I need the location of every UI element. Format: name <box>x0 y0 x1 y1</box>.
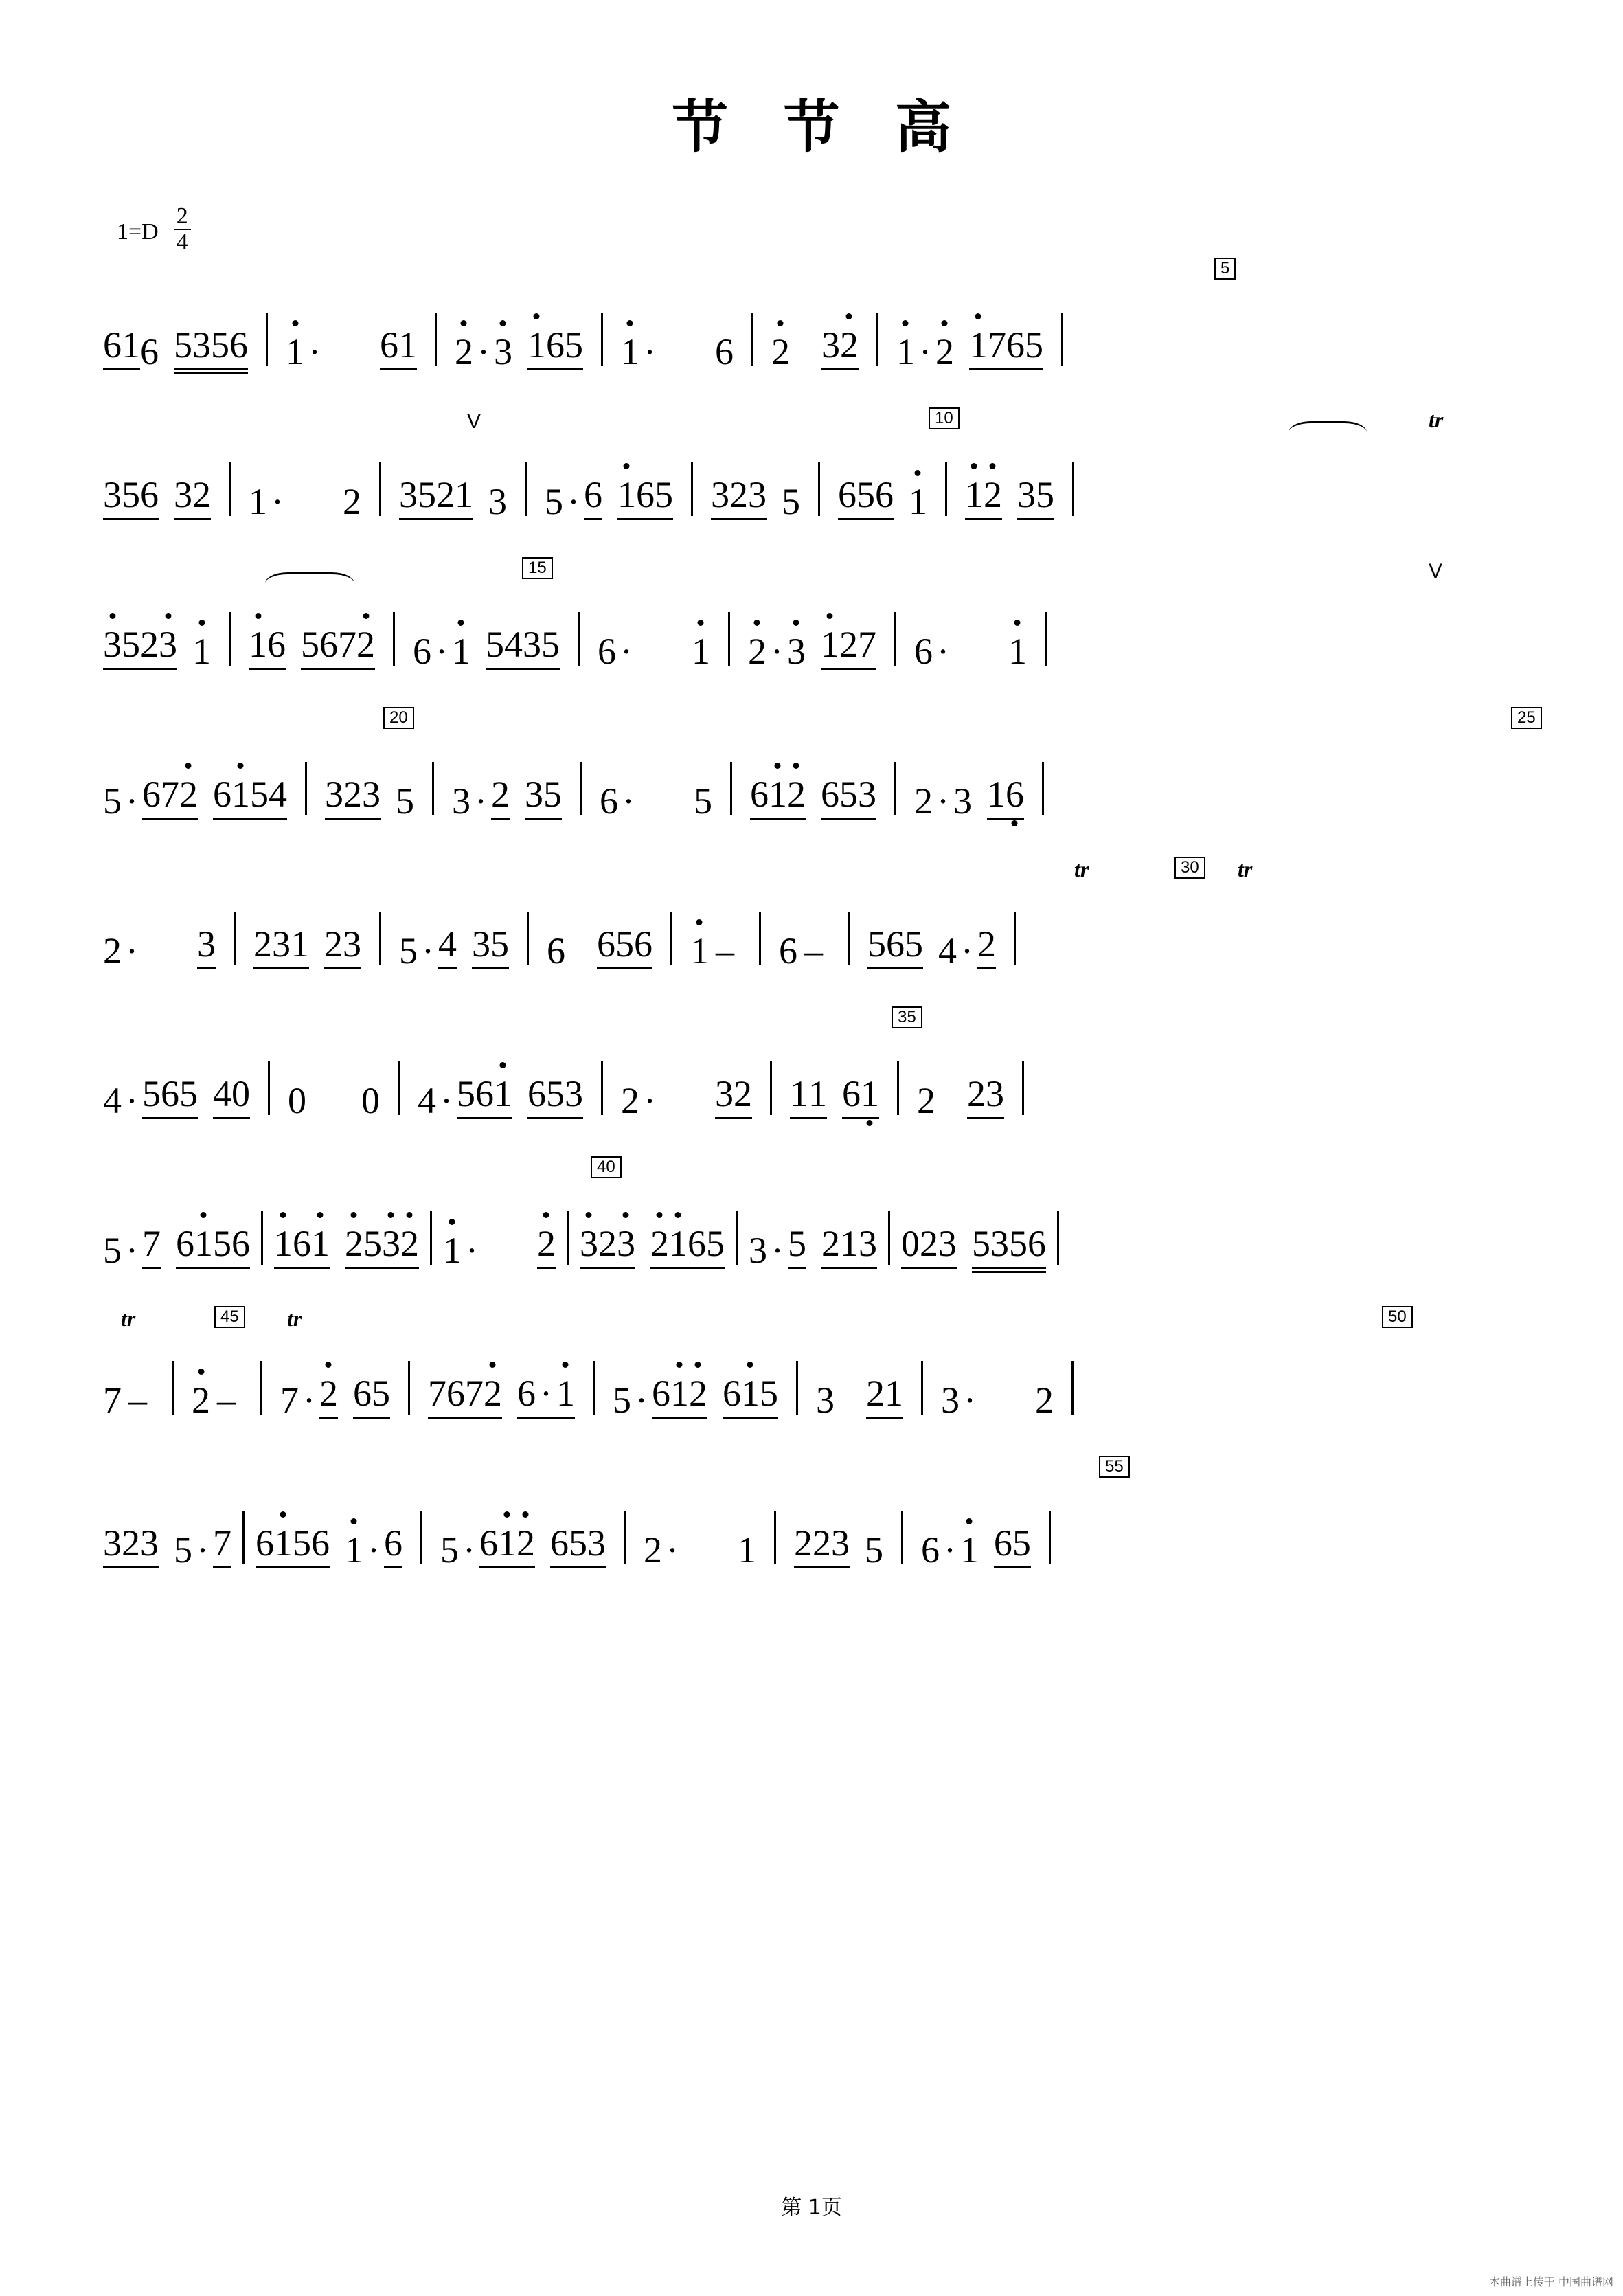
note-group: 35 <box>1017 476 1054 520</box>
music-system-7: 40 5 · 7 6156 161 2532 1 · 2 323 2165 3 · 5 213 023 5356 <box>103 1186 1520 1301</box>
note: 2 <box>103 930 122 971</box>
rest: 0 <box>361 1080 380 1121</box>
barline <box>1045 612 1047 666</box>
note: 2 <box>916 1080 935 1121</box>
note-group: 213 <box>821 1225 877 1269</box>
note: 6 <box>599 780 618 822</box>
barline <box>897 1061 899 1115</box>
note-group: 561 <box>457 1075 512 1119</box>
score-metadata <box>117 203 1520 255</box>
note-group: 356 <box>103 476 159 520</box>
note-group: 5356 <box>174 326 248 370</box>
note: 5 <box>174 1529 192 1571</box>
music-system-4: 20 25 5 · 672 6154 323 5 3 · 2 35 6 · 5 612 653 2 · 3 16 <box>103 737 1520 851</box>
barline <box>601 1061 603 1115</box>
note: 1 <box>192 631 211 672</box>
measure-number: 55 <box>1099 1456 1130 1478</box>
note-group: 61 <box>103 326 140 370</box>
note-group: 6 · 1 <box>517 1375 575 1419</box>
barline <box>876 313 878 366</box>
note: 1 <box>249 481 267 522</box>
down-bow-mark: V <box>467 410 481 433</box>
note: 1 <box>286 331 304 372</box>
music-system-9: 55 323 5 · 7 6156 1 · 6 5 · 612 653 2 · 1 223 5 6 · 1 65 <box>103 1486 1520 1600</box>
music-system-5: 30 tr tr 2 · 3 231 23 5 · 4 35 6 656 1 – 6 – 565 4 · 2 <box>103 857 1253 971</box>
note-group: 127 <box>821 626 876 670</box>
note: 5 <box>103 1230 122 1271</box>
barline <box>796 1361 798 1415</box>
note: 6 <box>413 631 431 672</box>
note: 1 <box>737 1529 756 1571</box>
barline <box>736 1211 738 1265</box>
barline <box>260 1361 262 1415</box>
note: 5 <box>781 481 800 522</box>
barline <box>261 1211 263 1265</box>
note-group: 3523 <box>103 626 177 670</box>
note: 3 <box>451 780 470 822</box>
music-system-3: 15 V 3523 1 16 5672 6 · 1 5435 6 · 1 2 · 3 127 6 · 1 <box>103 559 1443 672</box>
note: 2 <box>454 331 473 372</box>
barline <box>432 762 434 815</box>
barline <box>1057 1211 1059 1265</box>
barline <box>242 1511 245 1564</box>
barline <box>398 1061 400 1115</box>
note-group: 656 <box>597 925 652 969</box>
trill-mark: tr <box>1074 857 1089 881</box>
note-group: 612 <box>652 1375 707 1419</box>
trill-mark: tr <box>287 1306 302 1331</box>
note: 1 <box>451 631 470 672</box>
note: 5 <box>544 481 563 522</box>
note: 1 <box>1008 631 1027 672</box>
time-signature: $\frac{2}{4}$ <box>174 204 191 254</box>
note-group: 161 <box>274 1225 330 1269</box>
note: 6 <box>546 930 565 971</box>
note-group: 32 <box>174 476 211 520</box>
note-group: 223 <box>794 1524 850 1568</box>
barline <box>266 313 268 366</box>
barline <box>435 313 437 366</box>
note: 2 <box>935 331 954 372</box>
note-group: 565 <box>142 1075 198 1119</box>
note-group: 165 <box>527 326 583 370</box>
note-group: 323 <box>580 1225 635 1269</box>
note-group: 32 <box>715 1075 752 1119</box>
barline <box>229 462 231 516</box>
barline <box>818 462 820 516</box>
note: 2 <box>913 780 933 822</box>
note-group: 61 <box>380 326 417 370</box>
note-group: 6154 <box>213 776 287 820</box>
note-group: 12 <box>965 476 1002 520</box>
note-group: 35 <box>525 776 562 820</box>
barline <box>379 462 381 516</box>
barline <box>527 912 529 965</box>
barline <box>268 1061 270 1115</box>
note-group: 35 <box>472 925 509 969</box>
note: 1 <box>691 631 710 672</box>
barline <box>601 313 603 366</box>
note: 1 <box>960 1529 979 1571</box>
barline <box>420 1511 422 1564</box>
music-system-2: 10 V tr 356 32 1 · 2 3521 3 5 · 6 165 323 5 656 1 12 35 <box>103 407 1444 522</box>
barline <box>770 1061 772 1115</box>
barline <box>751 313 753 366</box>
note: 2 <box>620 1080 639 1121</box>
note: 5 <box>440 1529 459 1571</box>
barline <box>901 1511 903 1564</box>
barline <box>774 1511 776 1564</box>
note-group: 323 <box>103 1524 159 1568</box>
barline <box>593 1361 595 1415</box>
barline <box>670 912 672 965</box>
barline <box>894 762 896 815</box>
barline <box>945 462 947 516</box>
note-group: 5435 <box>486 626 560 670</box>
music-system-8: 45 50 tr tr 7 – 2 – 7 · 2 65 7672 6 · 1 5 · 612 615 3 21 3 · 2 <box>103 1336 1520 1450</box>
note: 5 <box>693 780 712 822</box>
note-group: 5356 <box>972 1225 1046 1269</box>
note: 1 <box>442 1230 462 1271</box>
barline <box>393 612 395 666</box>
note-group: 2 <box>537 1225 556 1269</box>
barline <box>1042 762 1044 815</box>
note: 2 <box>342 481 361 522</box>
note-group: 2532 <box>345 1225 419 1269</box>
music-system-1: 5 61 6 5356 1 · 61 2 · 3 165 1 · 6 2 32 1 · 2 1765 <box>103 288 1520 402</box>
note-group: 6156 <box>256 1524 330 1568</box>
note-group: 323 <box>711 476 767 520</box>
note-group: 653 <box>821 776 876 820</box>
note-group: 612 <box>750 776 806 820</box>
note: 5 <box>395 780 414 822</box>
note-group: 5672 <box>301 626 375 670</box>
barline <box>691 462 693 516</box>
note: 3 <box>953 780 972 822</box>
note: 3 <box>940 1380 960 1421</box>
note: 3 <box>748 1230 767 1271</box>
note-group: 023 <box>901 1225 957 1269</box>
note: 2 <box>643 1529 662 1571</box>
measure-number: 5 <box>1214 258 1236 280</box>
note: 2 <box>771 331 790 372</box>
note: 6 <box>778 930 797 971</box>
trill-mark: tr <box>1429 407 1444 432</box>
barline <box>1014 912 1016 965</box>
note: 4 <box>938 930 957 971</box>
note-group: 2165 <box>650 1225 725 1269</box>
barline <box>567 1211 569 1265</box>
measure-number: 20 <box>383 707 414 729</box>
note-group: 3521 <box>399 476 473 520</box>
measure-number: 45 <box>214 1306 245 1328</box>
barline <box>1071 1361 1074 1415</box>
barline <box>580 762 582 815</box>
measure-number: 40 <box>591 1156 622 1178</box>
measure-number: 30 <box>1174 857 1205 879</box>
note-group: 11 <box>790 1075 827 1119</box>
watermark <box>1489 2273 1613 2289</box>
barline <box>728 612 730 666</box>
measure-number: 25 <box>1511 707 1542 729</box>
note-group: 32 <box>821 326 859 370</box>
note: 2 <box>747 631 767 672</box>
note: 6 <box>597 631 616 672</box>
note: 6 <box>920 1529 940 1571</box>
note: 4 <box>103 1080 122 1121</box>
note-group: 61 <box>842 1075 879 1119</box>
barline <box>1049 1511 1051 1564</box>
note-group: 165 <box>617 476 673 520</box>
note: 3 <box>493 331 512 372</box>
note: 1 <box>344 1529 363 1571</box>
barline <box>624 1511 626 1564</box>
note-group: 40 <box>213 1075 250 1119</box>
note-group: 653 <box>527 1075 583 1119</box>
note: 1 <box>690 930 709 971</box>
music-system-6: 35 4 · 565 40 0 0 4 · 561 653 2 · 32 11 61 2 23 <box>103 1037 1520 1151</box>
note-group: 612 <box>479 1524 535 1568</box>
note: 5 <box>864 1529 883 1571</box>
note-group: 3 <box>197 925 216 969</box>
barline <box>1061 313 1063 366</box>
note: 1 <box>896 331 915 372</box>
barline <box>759 912 761 965</box>
note-group: 615 <box>723 1375 778 1419</box>
trill-mark: tr <box>1238 857 1253 881</box>
note: 2 <box>1034 1380 1054 1421</box>
note: 2 <box>192 1380 210 1421</box>
barline <box>894 612 896 666</box>
barline <box>234 912 236 965</box>
note-extension: – <box>804 930 823 971</box>
note: 6 <box>714 331 734 372</box>
barline <box>305 762 307 815</box>
note-group: 672 <box>142 776 198 820</box>
note-group: 65 <box>994 1524 1031 1568</box>
note-group: 6156 <box>176 1225 250 1269</box>
note: 5 <box>612 1380 631 1421</box>
key-signature: 1=D <box>117 219 159 245</box>
barline <box>430 1211 432 1265</box>
note-extension: – <box>128 1380 147 1421</box>
note-group: 1765 <box>969 326 1043 370</box>
note: 1 <box>620 331 639 372</box>
note: 6 <box>913 631 933 672</box>
trill-mark: tr <box>121 1306 136 1331</box>
page-number: 第 1页 <box>781 2196 842 2220</box>
measure-number: 50 <box>1382 1306 1413 1328</box>
note-group: 7672 <box>428 1375 502 1419</box>
note: 1 <box>908 481 927 522</box>
note-group: 16 <box>987 776 1024 820</box>
note-extension: – <box>217 1380 236 1421</box>
note-group: 65 <box>353 1375 390 1419</box>
down-bow-mark: V <box>1429 560 1443 583</box>
barline <box>172 1361 174 1415</box>
barline <box>848 912 850 965</box>
page-title: 节 节 高 <box>671 95 970 160</box>
barline <box>1072 462 1074 516</box>
note-group: 16 <box>249 626 286 670</box>
measure-number: 35 <box>892 1006 922 1028</box>
note-group: 323 <box>325 776 381 820</box>
barline <box>1022 1061 1024 1115</box>
note-extension: – <box>715 930 734 971</box>
note: 3 <box>488 481 507 522</box>
barline <box>408 1361 410 1415</box>
note-group: 231 <box>253 925 309 969</box>
note: 7 <box>103 1380 122 1421</box>
note: 3 <box>786 631 806 672</box>
barline <box>578 612 580 666</box>
note-group: 23 <box>324 925 361 969</box>
note: 3 <box>815 1380 835 1421</box>
rest: 0 <box>287 1080 306 1121</box>
note-group: 23 <box>967 1075 1004 1119</box>
measure-number: 15 <box>522 557 553 579</box>
note-group: 21 <box>866 1375 903 1419</box>
note: 4 <box>417 1080 436 1121</box>
note: 5 <box>398 930 418 971</box>
note-group: 656 <box>838 476 894 520</box>
watermark-text: 本曲谱上传于 中国曲谱网 <box>1488 2275 1613 2288</box>
measure-number: 10 <box>929 407 960 429</box>
note-group: 653 <box>550 1524 606 1568</box>
note: 7 <box>280 1380 299 1421</box>
barline <box>379 912 381 965</box>
barline <box>888 1211 890 1265</box>
barline <box>525 462 527 516</box>
barline <box>229 612 231 666</box>
note-group: 565 <box>867 925 923 969</box>
barline <box>730 762 732 815</box>
barline <box>921 1361 923 1415</box>
note: 5 <box>103 780 122 822</box>
